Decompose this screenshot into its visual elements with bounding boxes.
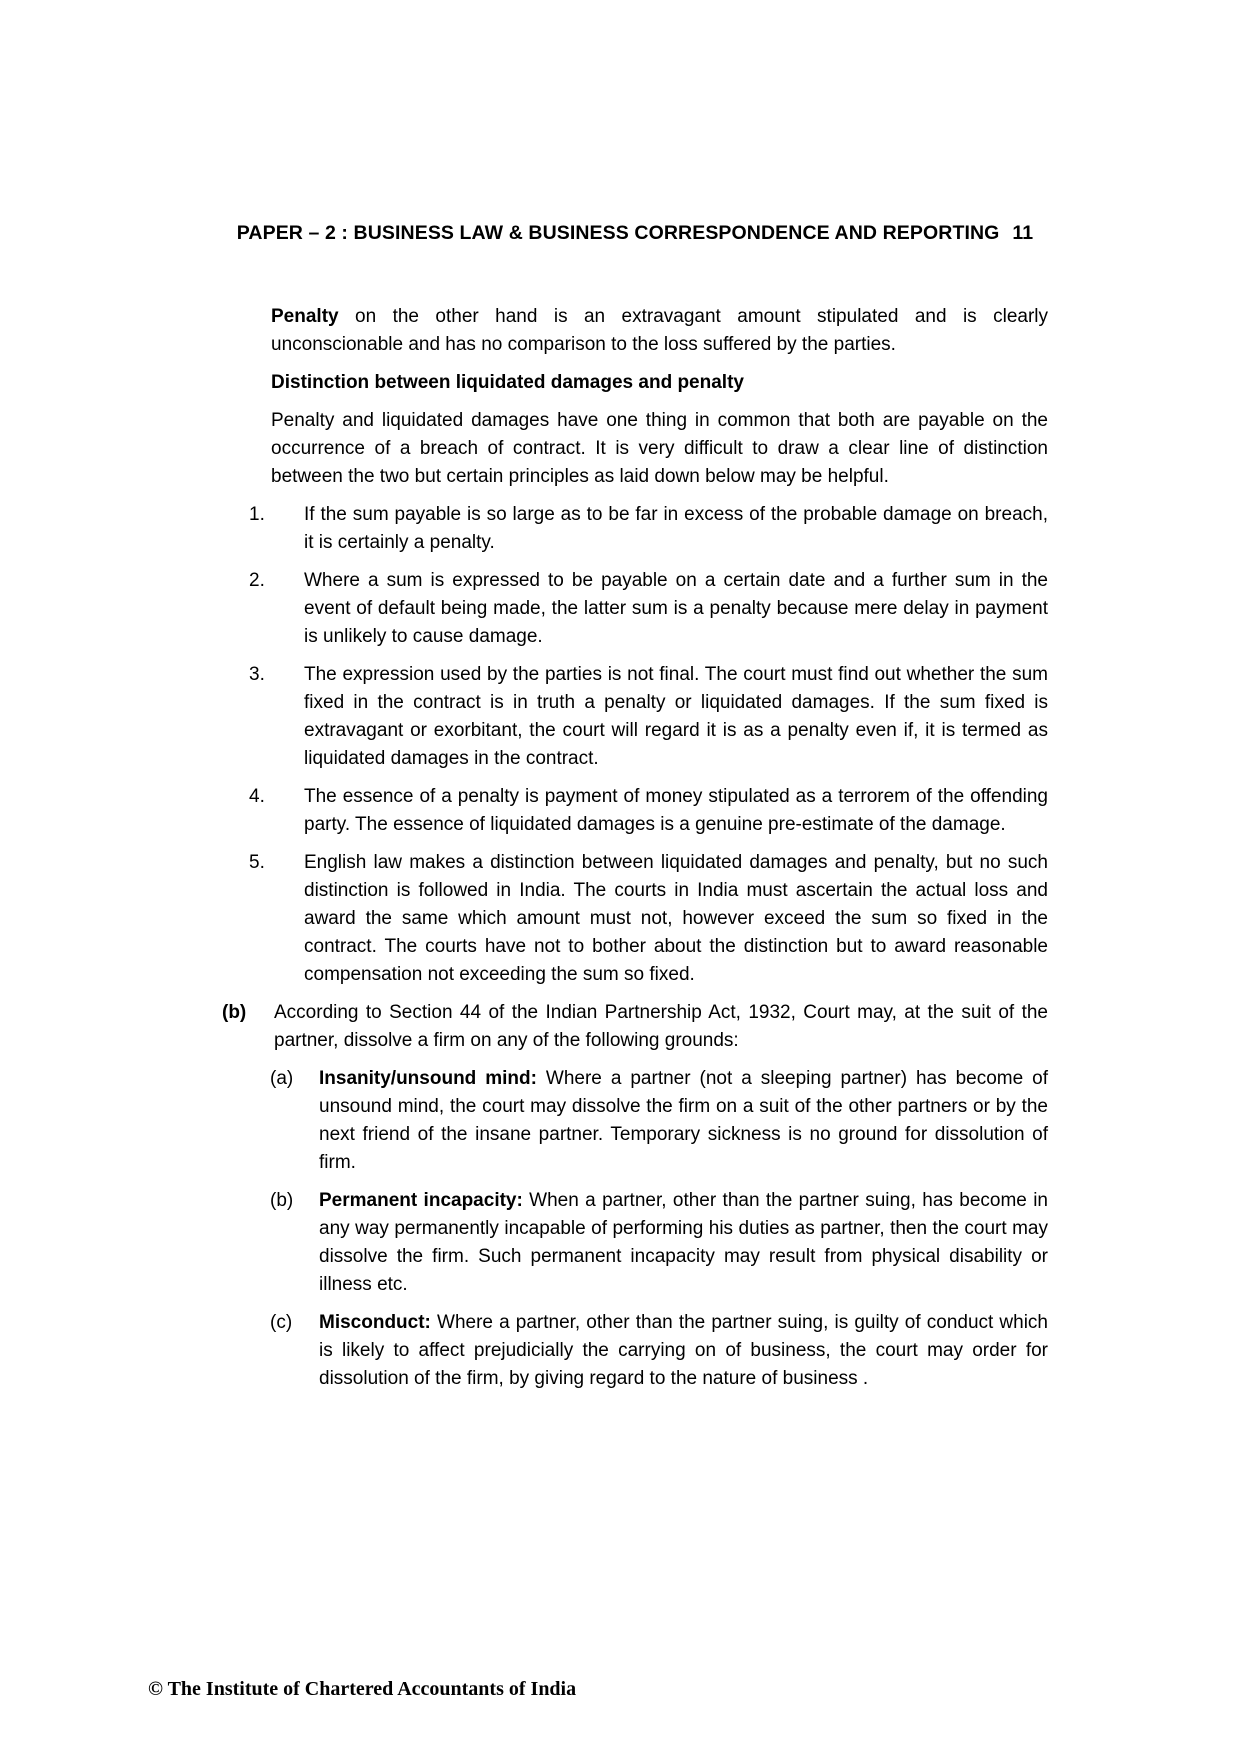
copyright-footer: © The Institute of Chartered Accountants of India (148, 1678, 577, 1700)
ground-lead: Permanent incapacity: (319, 1190, 523, 1211)
principle-item-3 (222, 661, 1048, 773)
item-marker: 5. (249, 852, 265, 873)
item-marker: (a) (270, 1068, 294, 1089)
page-number: 11 (1012, 222, 1034, 244)
item-text (319, 1187, 1048, 1299)
page-header (222, 222, 1048, 245)
principle-item-2 (222, 567, 1048, 651)
item-text: The expression used by the parties is not final. The court must find out whether the sum fixed in the contract is in truth a penalty or liquidated damages. If the sum fixed is extravagant or exorbitant, the court will regard it is as a penalty even if, it is termed as liquidated damages in the contract. (304, 664, 1048, 769)
item-text: Where a sum is expressed to be payable on a certain date and a further sum in the event of default being made, the latter sum is a penalty because mere delay in payment is unlikely to cause damage. (304, 570, 1048, 647)
item-marker: 4. (249, 786, 265, 807)
item-marker: 1. (249, 504, 265, 525)
item-text (319, 1309, 1048, 1393)
section-intro-paragraph: Penalty and liquidated damages have one thing in common that both are payable on the occurrence of a breach of contract. It is very difficult to draw a clear line of distinction between the two but certain principles as laid down below may be helpful. (271, 410, 1048, 487)
penalty-paragraph (271, 303, 1048, 359)
ground-text: Where a partner (not a sleeping partner) has become of unsound mind, the court may dissolve the firm on a suit of the other partners or by the next friend of the insane partner. Temporary sickness is no ground for dissolution of firm. (319, 1068, 1048, 1173)
item-text: The essence of a penalty is payment of money stipulated as a terrorem of the offending party. The essence of liquidated damages is a genuine pre-estimate of the damage. (304, 786, 1048, 835)
item-text: If the sum payable is so large as to be far in excess of the probable damage on breach, it is certainly a penalty. (304, 504, 1048, 553)
item-marker: 3. (249, 664, 265, 685)
item-text (319, 1065, 1048, 1177)
answer-b-paragraph (222, 999, 1048, 1055)
paper-title: PAPER – 2 : BUSINESS LAW & BUSINESS CORRESPONDENCE AND REPORTING (236, 222, 1000, 244)
item-text: English law makes a distinction between liquidated damages and penalty, but no such distinction is followed in India. The courts in India must ascertain the actual loss and award the same which amount must not, however exceed the sum so fixed in the contract. The courts have not to bother about the distinction but to award reasonable compensation not exceeding the sum so fixed. (304, 852, 1048, 985)
principle-item-5 (222, 849, 1048, 989)
section-heading: Distinction between liquidated damages and penalty (271, 372, 744, 393)
answer-b-text: According to Section 44 of the Indian Partnership Act, 1932, Court may, at the suit of the partner, dissolve a firm on any of the following grounds: (274, 1002, 1048, 1051)
document-body (222, 303, 1048, 1403)
item-marker: 2. (249, 570, 265, 591)
ground-text: When a partner, other than the partner suing, has become in any way permanently incapable of performing his duties as partner, then the court may dissolve the firm. Such permanent incapacity may result from physical disability or illness etc. (319, 1190, 1048, 1295)
ground-item-c (222, 1309, 1048, 1393)
penalty-lead-word: Penalty (271, 306, 339, 327)
principle-item-4 (222, 783, 1048, 839)
item-marker: (b) (270, 1190, 294, 1211)
ground-text: Where a partner, other than the partner suing, is guilty of conduct which is likely to affect prejudicially the carrying on of business, the court may order for dissolution of the firm, by giving regard to the nature of business . (319, 1312, 1048, 1389)
ground-item-a (222, 1065, 1048, 1177)
ground-lead: Insanity/unsound mind: (319, 1068, 537, 1089)
item-marker: (c) (270, 1312, 293, 1333)
principle-item-1 (222, 501, 1048, 557)
penalty-paragraph-text: on the other hand is an extravagant amount stipulated and is clearly unconscionable and has no comparison to the loss suffered by the parties. (271, 306, 1048, 355)
ground-item-b (222, 1187, 1048, 1299)
ground-lead: Misconduct: (319, 1312, 431, 1333)
answer-b-marker: (b) (222, 1002, 247, 1023)
